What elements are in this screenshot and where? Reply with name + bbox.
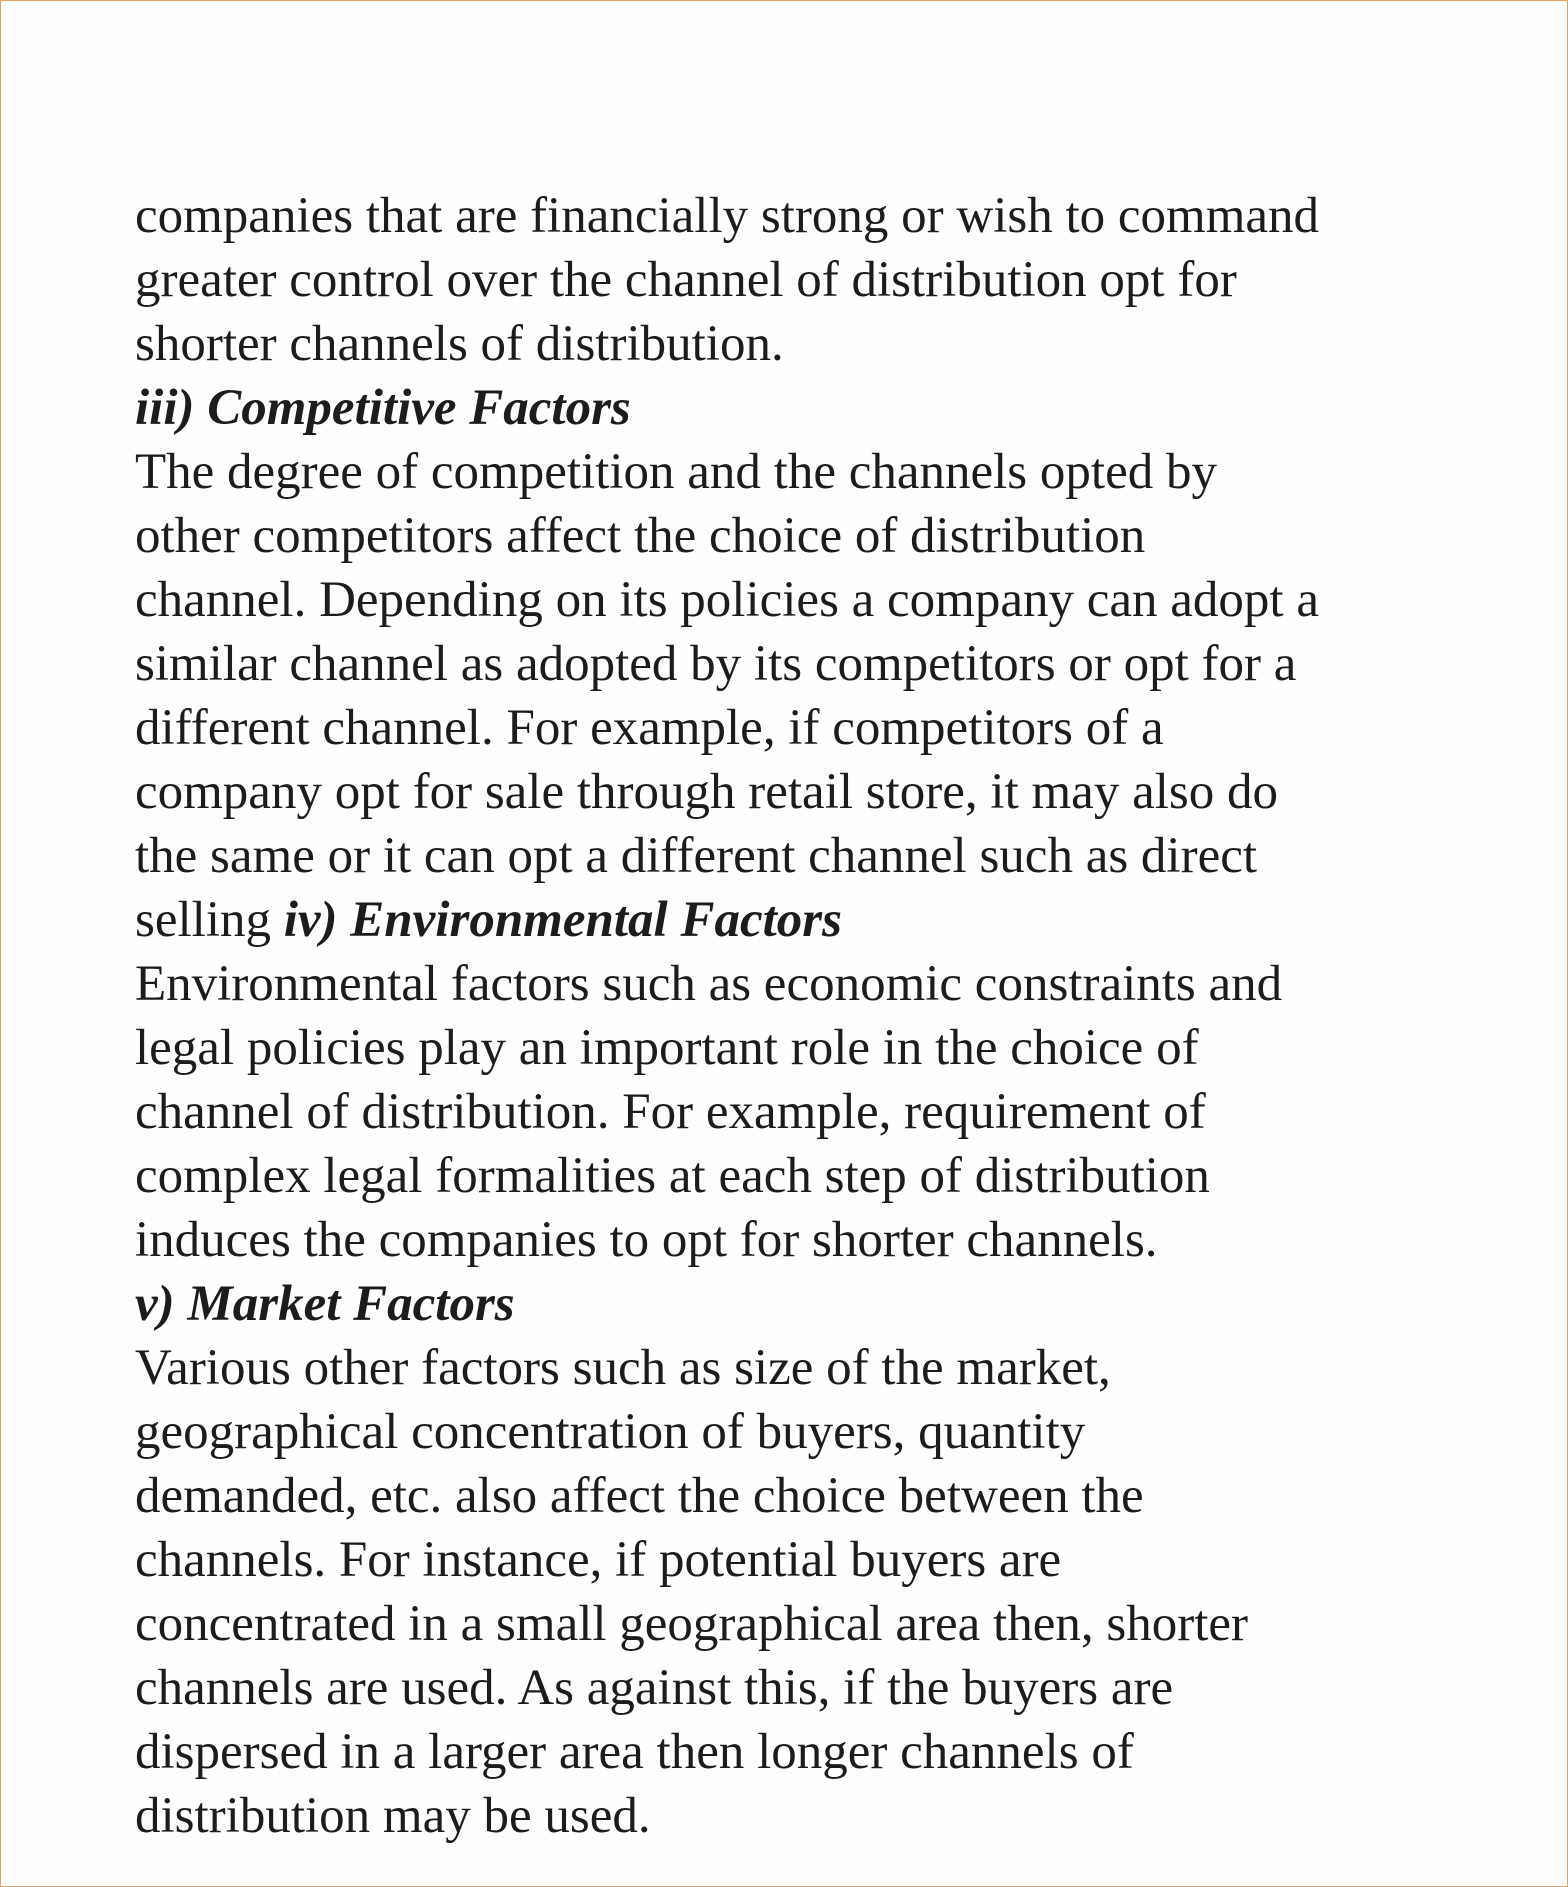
text-fragment: selling: [135, 892, 284, 948]
text-line: different channel. For example, if competitors of a: [135, 700, 1164, 756]
text-line: legal policies play an important role in the choice of: [135, 1020, 1199, 1076]
text-line: the same or it can opt a different channel such as direct: [135, 828, 1258, 884]
text-line: channel of distribution. For example, requirement of: [135, 1084, 1206, 1140]
text-line: Environmental factors such as economic constraints and: [135, 956, 1283, 1012]
text-line: induces the companies to opt for shorter channels.: [135, 1212, 1158, 1268]
text-line: geographical concentration of buyers, quantity: [135, 1404, 1086, 1460]
text-line: distribution may be used.: [135, 1788, 651, 1844]
text-line: companies that are financially strong or wish to command: [135, 188, 1320, 244]
text-line: concentrated in a small geographical area then, shorter: [135, 1596, 1248, 1652]
text-line: demanded, etc. also affect the choice between the: [135, 1468, 1144, 1524]
text-line: similar channel as adopted by its competitors or opt for a: [135, 636, 1297, 692]
text-line: channel. Depending on its policies a company can adopt a: [135, 572, 1319, 628]
section-heading-market-factors: v) Market Factors: [135, 1276, 515, 1332]
text-line: other competitors affect the choice of distribution: [135, 508, 1146, 564]
text-line: company opt for sale through retail store, it may also do: [135, 764, 1278, 820]
document-body: [135, 184, 1465, 1848]
text-line: greater control over the channel of distribution opt for: [135, 252, 1237, 308]
text-line: The degree of competition and the channels opted by: [135, 444, 1217, 500]
text-line: channels are used. As against this, if the buyers are: [135, 1660, 1174, 1716]
section-heading-competitive-factors: iii) Competitive Factors: [135, 380, 631, 436]
text-line: channels. For instance, if potential buyers are: [135, 1532, 1062, 1588]
text-line: dispersed in a larger area then longer channels of: [135, 1724, 1134, 1780]
text-line: shorter channels of distribution.: [135, 316, 784, 372]
text-line-mixed: [135, 888, 1465, 952]
text-line: Various other factors such as size of the market,: [135, 1340, 1111, 1396]
text-line: complex legal formalities at each step of distribution: [135, 1148, 1210, 1204]
section-heading-environmental-factors: iv) Environmental Factors: [283, 892, 842, 948]
